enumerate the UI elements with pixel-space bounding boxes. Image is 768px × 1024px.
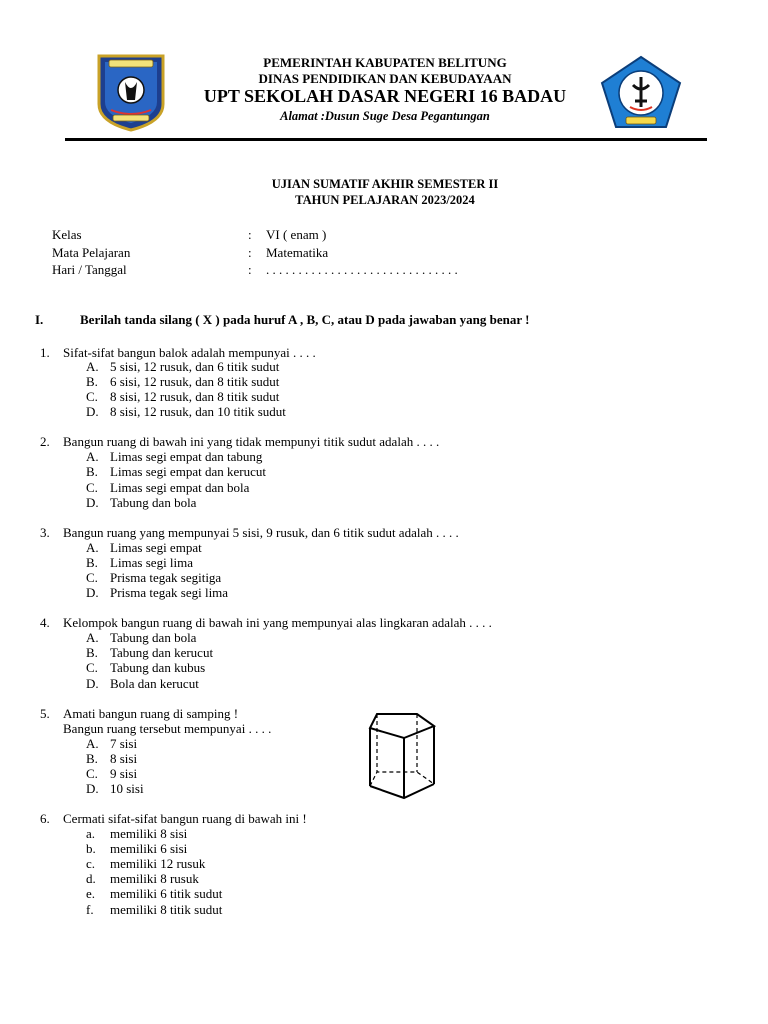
option-text: 6 sisi, 12 rusuk, dan 8 titik sudut bbox=[110, 374, 280, 389]
option-text: Tabung dan bola bbox=[110, 495, 197, 510]
question-text: Bangun ruang di bawah ini yang tidak mempunyi titik sudut adalah . . . . bbox=[63, 434, 440, 449]
meta-colon: : bbox=[248, 262, 252, 277]
option-text: memiliki 8 titik sudut bbox=[110, 902, 223, 917]
question-text: Sifat-sifat bangun balok adalah mempunyai . . . . bbox=[63, 345, 316, 360]
option-letter: D. bbox=[86, 676, 99, 691]
option-text: Tabung dan kerucut bbox=[110, 645, 214, 660]
meta-value-class: VI ( enam ) bbox=[266, 227, 327, 242]
option-text: Limas segi lima bbox=[110, 555, 194, 570]
option-letter: D. bbox=[86, 585, 99, 600]
option-letter: A. bbox=[86, 736, 99, 751]
question-text: Amati bangun ruang di samping ! bbox=[63, 706, 239, 721]
section-instruction: Berilah tanda silang ( X ) pada huruf A , B, C, atau D pada jawaban yang benar ! bbox=[80, 312, 530, 327]
question-number: 4. bbox=[40, 615, 50, 630]
option-text: 8 sisi bbox=[110, 751, 138, 766]
option-letter: B. bbox=[86, 751, 98, 766]
option-text: memiliki 8 rusuk bbox=[110, 871, 199, 886]
question-text: Bangun ruang yang mempunyai 5 sisi, 9 rusuk, dan 6 titik sudut adalah . . . . bbox=[63, 525, 459, 540]
option-letter: A. bbox=[86, 359, 99, 374]
option-letter: B. bbox=[86, 645, 98, 660]
option-text: Limas segi empat dan bola bbox=[110, 480, 250, 495]
option-letter: D. bbox=[86, 404, 99, 419]
exam-title: UJIAN SUMATIF AKHIR SEMESTER II bbox=[271, 177, 499, 191]
department-name: DINAS PENDIDIKAN DAN KEBUDAYAAN bbox=[258, 71, 512, 86]
option-letter: f. bbox=[86, 902, 94, 917]
exam-year: TAHUN PELAJARAN 2023/2024 bbox=[295, 193, 475, 207]
question-text: Cermati sifat-sifat bangun ruang di bawah ini ! bbox=[63, 811, 307, 826]
option-text: Tabung dan bola bbox=[110, 630, 197, 645]
meta-label-subject: Mata Pelajaran bbox=[52, 245, 131, 260]
pentagonal-prism-figure bbox=[355, 708, 445, 808]
option-letter: a. bbox=[86, 826, 96, 841]
option-text: memiliki 12 rusuk bbox=[110, 856, 206, 871]
meta-value-date: . . . . . . . . . . . . . . . . . . . . . . . . . . . . . . bbox=[266, 262, 458, 277]
section-number: I. bbox=[35, 312, 44, 327]
option-letter: D. bbox=[86, 495, 99, 510]
option-letter: A. bbox=[86, 630, 99, 645]
option-text: 5 sisi, 12 rusuk, dan 6 titik sudut bbox=[110, 359, 280, 374]
option-letter: d. bbox=[86, 871, 96, 886]
option-letter: A. bbox=[86, 540, 99, 555]
option-text: 8 sisi, 12 rusuk, dan 10 titik sudut bbox=[110, 404, 286, 419]
option-text: Limas segi empat bbox=[110, 540, 202, 555]
school-address: Alamat :Dusun Suge Desa Pegantungan bbox=[280, 109, 490, 123]
option-text: memiliki 6 sisi bbox=[110, 841, 188, 856]
option-letter: C. bbox=[86, 570, 98, 585]
option-text: Limas segi empat dan tabung bbox=[110, 449, 263, 464]
option-text: memiliki 6 titik sudut bbox=[110, 886, 223, 901]
option-text: Prisma tegak segitiga bbox=[110, 570, 222, 585]
meta-label-date: Hari / Tanggal bbox=[52, 262, 127, 277]
question-text: Kelompok bangun ruang di bawah ini yang mempunyai alas lingkaran adalah . . . . bbox=[63, 615, 492, 630]
option-letter: D. bbox=[86, 781, 99, 796]
option-text: Tabung dan kubus bbox=[110, 660, 206, 675]
question-number: 3. bbox=[40, 525, 50, 540]
option-letter: A. bbox=[86, 449, 99, 464]
option-letter: B. bbox=[86, 374, 98, 389]
option-text: 8 sisi, 12 rusuk, dan 8 titik sudut bbox=[110, 389, 280, 404]
option-text: 7 sisi bbox=[110, 736, 138, 751]
meta-value-subject: Matematika bbox=[266, 245, 329, 260]
government-name: PEMERINTAH KABUPATEN BELITUNG bbox=[263, 55, 507, 70]
school-name: UPT SEKOLAH DASAR NEGERI 16 BADAU bbox=[203, 86, 567, 106]
option-letter: B. bbox=[86, 464, 98, 479]
meta-colon: : bbox=[248, 245, 252, 260]
option-letter: C. bbox=[86, 660, 98, 675]
question-number: 6. bbox=[40, 811, 50, 826]
school-logo bbox=[600, 55, 682, 129]
option-letter: B. bbox=[86, 555, 98, 570]
option-letter: e. bbox=[86, 886, 96, 901]
header-divider bbox=[65, 138, 707, 141]
option-text: 10 sisi bbox=[110, 781, 144, 796]
question-number: 5. bbox=[40, 706, 50, 721]
option-text: Prisma tegak segi lima bbox=[110, 585, 229, 600]
meta-label-class: Kelas bbox=[52, 227, 82, 242]
question-number: 2. bbox=[40, 434, 50, 449]
option-text: 9 sisi bbox=[110, 766, 138, 781]
meta-colon: : bbox=[248, 227, 252, 242]
option-letter: C. bbox=[86, 480, 98, 495]
regency-logo bbox=[95, 52, 167, 132]
option-text: Limas segi empat dan kerucut bbox=[110, 464, 266, 479]
question-text-line2: Bangun ruang tersebut mempunyai . . . . bbox=[63, 721, 272, 736]
option-letter: b. bbox=[86, 841, 96, 856]
option-letter: C. bbox=[86, 389, 98, 404]
option-text: memiliki 8 sisi bbox=[110, 826, 188, 841]
option-text: Bola dan kerucut bbox=[110, 676, 199, 691]
question-number: 1. bbox=[40, 345, 50, 360]
option-letter: C. bbox=[86, 766, 98, 781]
option-letter: c. bbox=[86, 856, 96, 871]
